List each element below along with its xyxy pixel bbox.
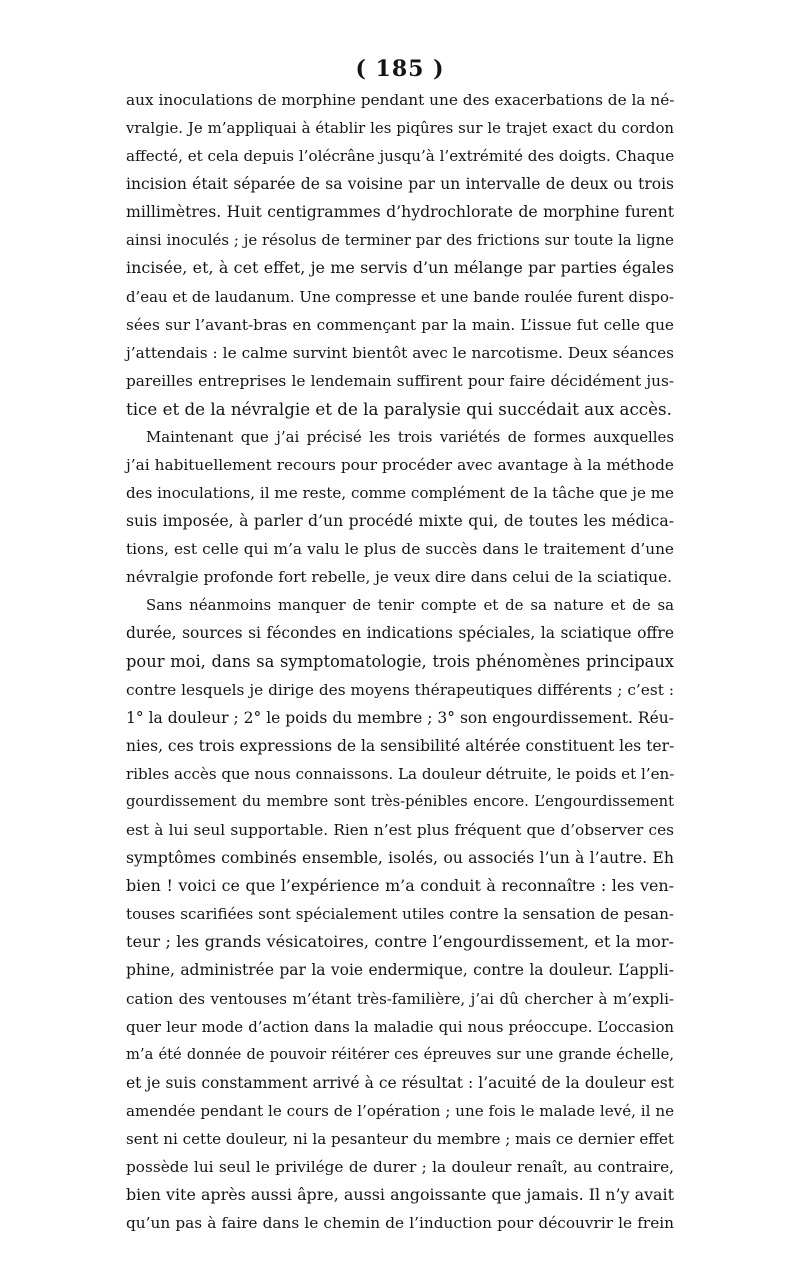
text-line: d’eau et de laudanum. Une compresse et une bande roulée furent dispo-: [126, 287, 674, 306]
text-line: symptômes combinés ensemble, isolés, ou associés l’un à l’autre. Eh: [126, 848, 674, 868]
text-line: et je suis constamment arrivé à ce résultat : l’acuité de la douleur est: [126, 1073, 674, 1092]
text-line: contre lesquels je dirige des moyens thérapeutiques différents ; c’est :: [126, 680, 674, 699]
text-line: cation des ventouses m’étant très-familière, j’ai dû chercher à m’expli-: [126, 989, 674, 1008]
paragraph: [126, 423, 674, 591]
text-line: durée, sources si fécondes en indications spéciales, la sciatique offre: [126, 624, 674, 643]
text-line: qu’un pas à faire dans le chemin de l’induction pour découvrir le frein: [126, 1214, 674, 1233]
text-line: est à lui seul supportable. Rien n’est plus fréquent que d’observer ces: [126, 821, 674, 840]
text-line: sent ni cette douleur, ni la pesanteur du membre ; mais ce dernier effet: [126, 1129, 674, 1148]
text-line: ribles accès que nous connaissons. La douleur détruite, le poids et l’en-: [126, 764, 675, 783]
text-line: sées sur l’avant-bras en commençant par la main. L’issue fut celle que: [126, 315, 674, 334]
text-line: des inoculations, il me reste, comme complément de la tâche que je me: [126, 484, 674, 503]
text-line: phine, administrée par la voie endermique, contre la douleur. L’appli-: [126, 961, 674, 980]
text-line: quer leur mode d’action dans la maladie qui nous préoccupe. L’occasion: [126, 1017, 674, 1036]
text-line: nies, ces trois expressions de la sensibilité altérée constituent les ter-: [126, 736, 675, 755]
text-line: bien vite après aussi âpre, aussi angoissante que jamais. Il n’y avait: [126, 1185, 674, 1205]
text-line: touses scarifiées sont spécialement utiles contre la sensation de pesan-: [126, 905, 674, 924]
text-line: j’ai habituellement recours pour procéder avec avantage à la méthode: [126, 456, 674, 475]
text-line: tice et de la névralgie et de la paralysie qui succédait aux accès.: [126, 398, 672, 419]
text-line: tions, est celle qui m’a valu le plus de succès dans le traitement d’une: [126, 540, 674, 559]
text-line: gourdissement du membre sont très-pénibles encore. L’engourdissement: [126, 792, 674, 810]
page-number: ( 185 ): [355, 56, 445, 82]
text-line: possède lui seul le privilége de durer ; la douleur renaît, au contraire,: [126, 1157, 674, 1176]
text-line: Sans néanmoins manquer de tenir compte et de sa nature et de sa: [146, 596, 674, 615]
text-line: névralgie profonde fort rebelle, je veux dire dans celui de la sciatique.: [126, 568, 672, 587]
text-line: pareilles entreprises le lendemain suffirent pour faire décidément jus-: [126, 371, 674, 390]
text-line: amendée pendant le cours de l’opération ; une fois le malade levé, il ne: [126, 1101, 674, 1120]
text-line: vralgie. Je m’appliquai à établir les piqûres sur le trajet exact du cordon: [126, 119, 674, 138]
text-line: bien ! voici ce que l’expérience m’a conduit à reconnaître : les ven-: [126, 876, 674, 896]
text-line: m’a été donnée de pouvoir réitérer ces épreuves sur une grande échelle,: [126, 1045, 674, 1063]
text-line: Maintenant que j’ai précisé les trois variétés de formes auxquelles: [146, 427, 674, 446]
text-line: incisée, et, à cet effet, je me servis d’un mélange par parties égales: [126, 258, 674, 278]
text-line: ainsi inoculés ; je résolus de terminer par des frictions sur toute la ligne: [126, 231, 674, 250]
text-line: suis imposée, à parler d’un procédé mixte qui, de toutes les médica-: [126, 511, 674, 531]
body-text: [126, 86, 674, 1237]
text-line: aux inoculations de morphine pendant une des exacerbations de la né-: [126, 91, 675, 109]
text-line: incision était séparée de sa voisine par un intervalle de deux ou trois: [126, 175, 674, 194]
text-line: millimètres. Huit centigrammes d’hydrochlorate de morphine furent: [126, 202, 674, 222]
text-line: affecté, et cela depuis l’olécrâne jusqu’à l’extrémité des doigts. Chaque: [126, 147, 675, 166]
paragraph: [126, 591, 674, 1237]
text-line: j’attendais : le calme survint bientôt avec le narcotisme. Deux séances: [126, 343, 674, 362]
text-line: 1° la douleur ; 2° le poids du membre ; 3° son engourdissement. Réu-: [126, 708, 674, 727]
paragraph: [126, 86, 674, 423]
text-line: pour moi, dans sa symptomatologie, trois phénomènes principaux: [126, 651, 674, 671]
text-line: teur ; les grands vésicatoires, contre l’engourdissement, et la mor-: [126, 932, 674, 952]
